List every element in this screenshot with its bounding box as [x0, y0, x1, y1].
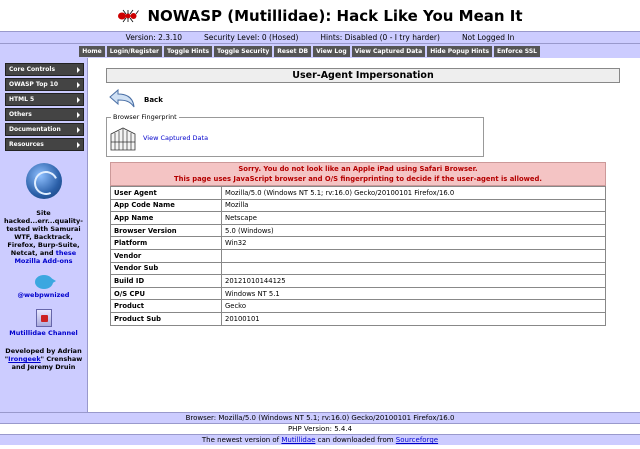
table-row: [111, 287, 606, 300]
alert-line-1: Sorry. You do not look like an Apple iPad using Safari Browser.: [238, 165, 478, 173]
menu-hide-popup-hints[interactable]: Hide Popup Hints: [427, 46, 492, 57]
row-key: O/S CPU: [111, 287, 222, 300]
top-menu: [0, 44, 640, 58]
menu-home[interactable]: Home: [79, 46, 104, 57]
chevron-right-icon: [77, 142, 80, 148]
browser-fingerprint-panel: [106, 113, 484, 157]
ant-logo-icon: [117, 9, 139, 23]
footer-newest-line: [0, 434, 640, 445]
sourceforge-link[interactable]: Sourceforge: [395, 436, 439, 444]
menu-toggle-hints[interactable]: Toggle Hints: [164, 46, 212, 57]
samurai-wtf-logo-icon[interactable]: [26, 163, 62, 199]
row-value: Gecko: [222, 300, 606, 313]
fingerprint-legend: Browser Fingerprint: [113, 113, 177, 121]
table-row: [111, 212, 606, 225]
footer-php-line: PHP Version: 5.4.4: [0, 423, 640, 434]
sidebar-item-label: HTML 5: [9, 96, 35, 103]
row-key: Vendor: [111, 249, 222, 262]
mozilla-addons-link[interactable]: these Mozilla Add-ons: [14, 249, 77, 265]
credits-prefix: Developed by Adrian ": [4, 347, 82, 363]
row-key: User Agent: [111, 187, 222, 200]
site-title: NOWASP (Mutillidae): Hack Like You Mean It: [147, 6, 523, 25]
row-key: Product Sub: [111, 312, 222, 325]
tested-with-prefix: Site hacked...err...quality-tested with Samurai WTF, Backtrack, Firefox, Burp-Suite, Netcat, and: [4, 209, 83, 257]
sidebar-item-html5[interactable]: [5, 93, 84, 106]
newest-middle: can downloaded from: [315, 436, 396, 444]
status-bar: [0, 31, 640, 44]
row-key: Browser Version: [111, 224, 222, 237]
sidebar-item-label: OWASP Top 10: [9, 81, 59, 88]
row-key: Product: [111, 300, 222, 313]
chevron-right-icon: [77, 67, 80, 73]
row-value: 20100101: [222, 312, 606, 325]
sidebar-item-label: Others: [9, 111, 32, 118]
row-key: App Code Name: [111, 199, 222, 212]
table-row: [111, 300, 606, 313]
row-value: [222, 262, 606, 275]
row-value: 5.0 (Windows): [222, 224, 606, 237]
tested-with-text: [0, 209, 87, 265]
back-label: Back: [144, 96, 163, 104]
youtube-channel-icon[interactable]: [36, 309, 52, 327]
sidebar-item-core-controls[interactable]: [5, 63, 84, 76]
site-footer: [0, 412, 640, 449]
table-row: [111, 275, 606, 288]
view-captured-data-link[interactable]: View Captured Data: [143, 134, 209, 142]
row-key: App Name: [111, 212, 222, 225]
menu-view-log[interactable]: View Log: [313, 46, 350, 57]
sidebar-item-label: Core Controls: [9, 66, 56, 73]
sidebar-item-label: Documentation: [9, 126, 61, 133]
menu-enforce-ssl[interactable]: Enforce SSL: [494, 46, 540, 57]
back-arrow-icon: [108, 89, 136, 111]
content-layout: [0, 58, 640, 412]
table-row: [111, 187, 606, 200]
table-row: [111, 237, 606, 250]
row-value: Windows NT 5.1: [222, 287, 606, 300]
mutillidae-link[interactable]: Mutillidae: [281, 436, 316, 444]
twitter-bird-icon[interactable]: [35, 275, 53, 289]
irongeek-link[interactable]: Irongeek: [8, 355, 41, 363]
chevron-right-icon: [77, 112, 80, 118]
row-value: Mozilla: [222, 199, 606, 212]
alert-line-2: This page uses JavaScript browser and O/S fingerprinting to decide if the user-agent is allowed.: [174, 175, 542, 183]
row-value: 20121010144125: [222, 275, 606, 288]
row-key: Build ID: [111, 275, 222, 288]
sidebar-item-others[interactable]: [5, 108, 84, 121]
cage-icon[interactable]: [109, 126, 137, 152]
row-value: Win32: [222, 237, 606, 250]
menu-reset-db[interactable]: Reset DB: [274, 46, 311, 57]
sidebar-item-resources[interactable]: [5, 138, 84, 151]
security-level-text: Security Level: 0 (Hosed): [204, 33, 299, 42]
row-value: Mozilla/5.0 (Windows NT 5.1; rv:16.0) Gecko/20100101 Firefox/16.0: [222, 187, 606, 200]
chevron-right-icon: [77, 97, 80, 103]
row-key: Vendor Sub: [111, 262, 222, 275]
table-row: [111, 199, 606, 212]
table-row: [111, 249, 606, 262]
row-value: Netscape: [222, 212, 606, 225]
newest-prefix: The newest version of: [201, 436, 282, 444]
site-header: [0, 0, 640, 31]
version-text: Version: 2.3.10: [125, 33, 182, 42]
main-content: [88, 58, 640, 412]
hints-text: Hints: Disabled (0 - I try harder): [320, 33, 440, 42]
user-agent-alert: [110, 162, 606, 186]
menu-login-register[interactable]: Login/Register: [107, 46, 162, 57]
back-button[interactable]: [108, 89, 620, 111]
menu-toggle-security[interactable]: Toggle Security: [214, 46, 272, 57]
footer-browser-line: Browser: Mozilla/5.0 (Windows NT 5.1; rv:16.0) Gecko/20100101 Firefox/16.0: [0, 412, 640, 423]
row-key: Platform: [111, 237, 222, 250]
menu-view-captured-data[interactable]: View Captured Data: [352, 46, 426, 57]
credits-suffix: " Crenshaw and Jeremy Druin: [11, 355, 83, 371]
developer-credits: [0, 347, 87, 371]
mutillidae-channel-link[interactable]: Mutillidae Channel: [9, 329, 78, 337]
twitter-handle-link[interactable]: @webpwnized: [17, 291, 70, 299]
chevron-right-icon: [77, 82, 80, 88]
page-title: User-Agent Impersonation: [106, 68, 620, 83]
fingerprint-table: [110, 186, 606, 326]
sidebar: [0, 58, 88, 412]
login-status-text: Not Logged In: [461, 33, 515, 42]
sidebar-item-documentation[interactable]: [5, 123, 84, 136]
table-row: [111, 312, 606, 325]
sidebar-item-owasp-top-10[interactable]: [5, 78, 84, 91]
table-row: [111, 262, 606, 275]
table-row: [111, 224, 606, 237]
chevron-right-icon: [77, 127, 80, 133]
row-value: [222, 249, 606, 262]
sidebar-item-label: Resources: [9, 141, 44, 148]
